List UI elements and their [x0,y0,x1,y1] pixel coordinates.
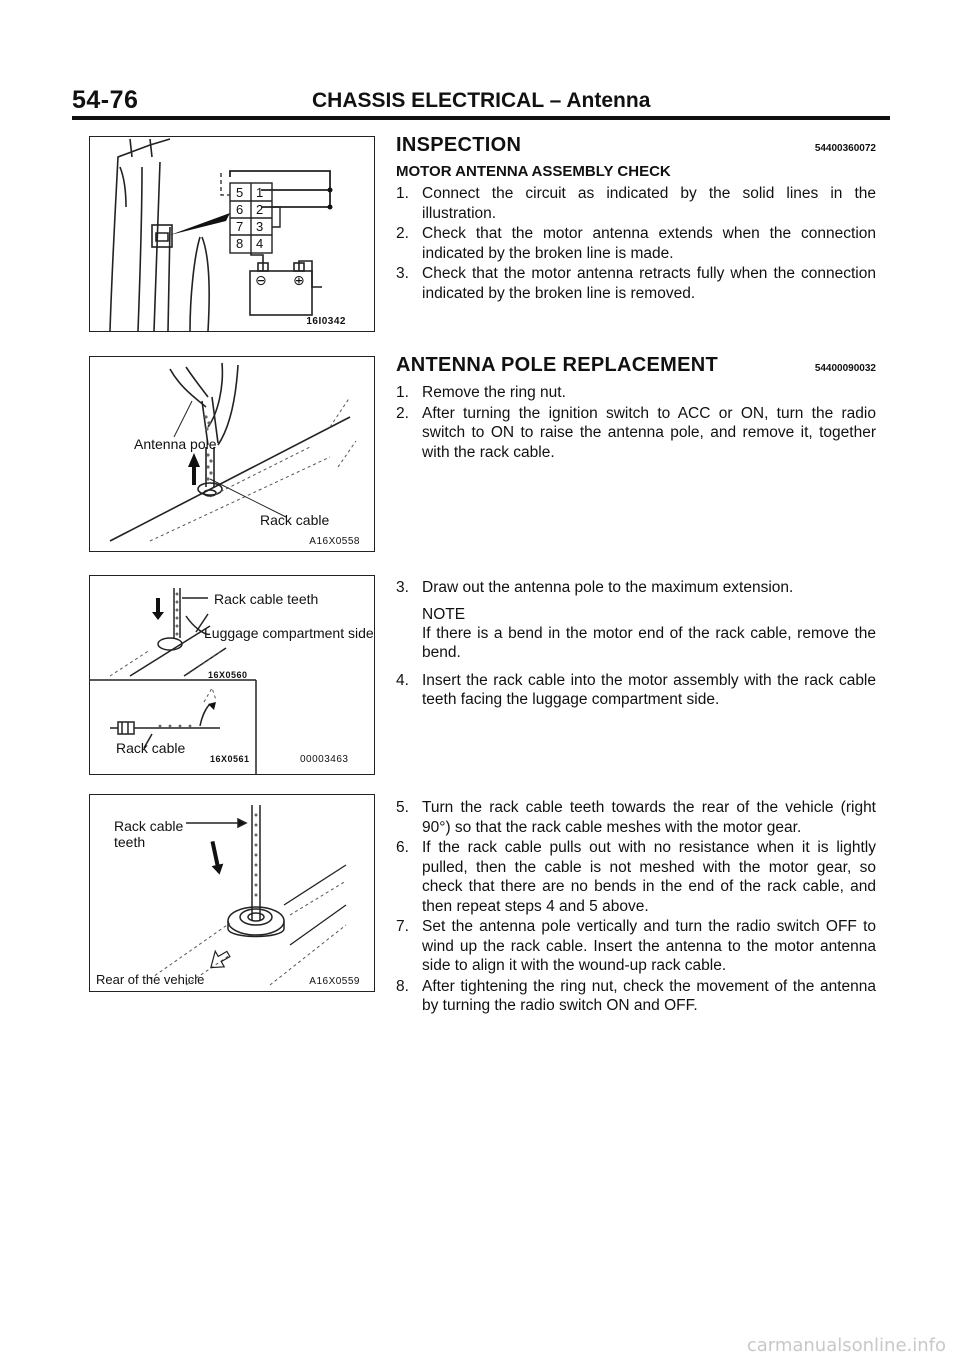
replacement-step-3 [396,578,876,598]
figure-rear-of-vehicle [89,794,375,992]
replacement-step-4 [396,671,876,710]
note-heading: NOTE [422,605,466,623]
antenna-pole-drawing [90,357,374,551]
section-replacement-part3 [396,794,876,1017]
page-number: 54-76 [72,86,139,114]
label-rack-cable-teeth-2: teeth [114,834,146,850]
step-item [396,404,876,463]
label-rack-cable: Rack cable [260,512,330,528]
replacement-steps-b [396,798,876,1016]
pin-label: 2 [256,202,264,217]
step-text: Remove the ring nut. [422,384,566,401]
figure-code: 00003463 [300,754,349,765]
figure-code: 16X0561 [210,754,250,764]
step-number: 1. [396,384,409,401]
section-replacement-part2 [396,574,876,711]
step-item [396,383,876,403]
step-number: 5. [396,799,409,816]
label-rack-cable-teeth-1: Rack cable [114,818,184,834]
step-number: 2. [396,404,409,422]
pin-label: 1 [256,185,264,200]
step-number: 8. [396,977,409,995]
step-number: 6. [396,839,409,856]
label-luggage-side: Luggage compartment side [204,625,374,641]
inspection-steps [396,184,876,303]
section-inspection [396,134,876,304]
pin-label: 3 [256,219,264,234]
label-rack-cable-teeth: Rack cable teeth [214,591,319,607]
pin-label: 4 [256,236,264,251]
battery-plus-symbol: ⊕ [293,273,305,289]
figure-connector-circuit [89,136,375,332]
note-text: If there is a bend in the motor end of the rack cable, remove the bend. [422,624,876,661]
step-text: Check that the motor antenna retracts fully when the connection indicated by the broken line is removed. [422,265,876,302]
step-number: 4. [396,671,409,689]
step-item [396,798,876,837]
page-title: CHASSIS ELECTRICAL – Antenna [312,89,651,112]
step-text: Draw out the antenna pole to the maximum extension. [422,579,794,596]
step-item [396,578,876,598]
pin-label: 7 [236,219,244,234]
label-rear-of-vehicle: Rear of the vehicle [96,972,205,987]
step-text: Connect the circuit as indicated by the solid lines in the illustration. [422,185,876,222]
figure-rack-cable-teeth [89,575,375,775]
step-text: Check that the motor antenna extends when the connection indicated by the broken line is made. [422,225,876,262]
step-item [396,838,876,916]
section-title: INSPECTION [396,134,522,156]
section-replacement [396,354,876,463]
pin-label: 6 [236,202,244,217]
step-item [396,977,876,1016]
step-number: 1. [396,185,409,202]
pin-label: 5 [236,185,244,200]
label-antenna-pole: Antenna pole [134,436,217,452]
watermark: carmanualsonline.info [746,1335,946,1356]
label-rack-cable: Rack cable [116,740,186,756]
step-text: After turning the ignition switch to ACC or ON, turn the radio switch to ON to raise the antenna pole, and remove it, together with the rack cable. [422,404,876,461]
step-text: Insert the rack cable into the motor assembly with the rack cable teeth facing the luggage compartment side. [422,671,876,708]
step-text: After tightening the ring nut, check the movement of the antenna by turning the radio switch ON and OFF. [422,977,876,1014]
step-number: 3. [396,579,409,596]
pin-label: 8 [236,236,244,251]
step-number: 3. [396,265,409,282]
figure-code: A16X0558 [309,536,360,547]
step-number: 2. [396,225,409,242]
section-title: ANTENNA POLE REPLACEMENT [396,354,719,376]
section-code: 54400090032 [814,363,876,374]
step-item [396,184,876,223]
step-text: If the rack cable pulls out with no resistance when it is lightly pulled, then the cable is not meshed with the motor gear, so check that there are no bends in the end of the rack cable, and then repeat steps 4 and 5 above. [422,839,876,915]
replacement-steps-a [396,383,876,462]
page-header [72,86,890,116]
step-text: Set the antenna pole vertically and turn the radio switch OFF to wind up the rack cable. Insert the antenna to the motor antenna side to align it with the wound-up rack cable. [422,918,876,974]
section-subtitle: MOTOR ANTENNA ASSEMBLY CHECK [396,163,671,180]
figure-code: 16X0560 [208,670,248,680]
step-number: 7. [396,918,409,935]
figure-code: 16I0342 [306,316,346,327]
figure-antenna-pole [89,356,375,552]
step-item [396,224,876,263]
figure-code: A16X0559 [309,976,360,987]
connector-circuit-drawing [90,137,374,331]
step-item [396,264,876,303]
battery-minus-symbol: ⊖ [255,273,267,289]
step-text: Turn the rack cable teeth towards the rear of the vehicle (right 90°) so that the rack cable meshes with the motor gear. [422,799,876,836]
section-code: 54400360072 [814,143,876,154]
step-item [396,917,876,976]
step-item [396,671,876,710]
header-rule [72,116,890,120]
